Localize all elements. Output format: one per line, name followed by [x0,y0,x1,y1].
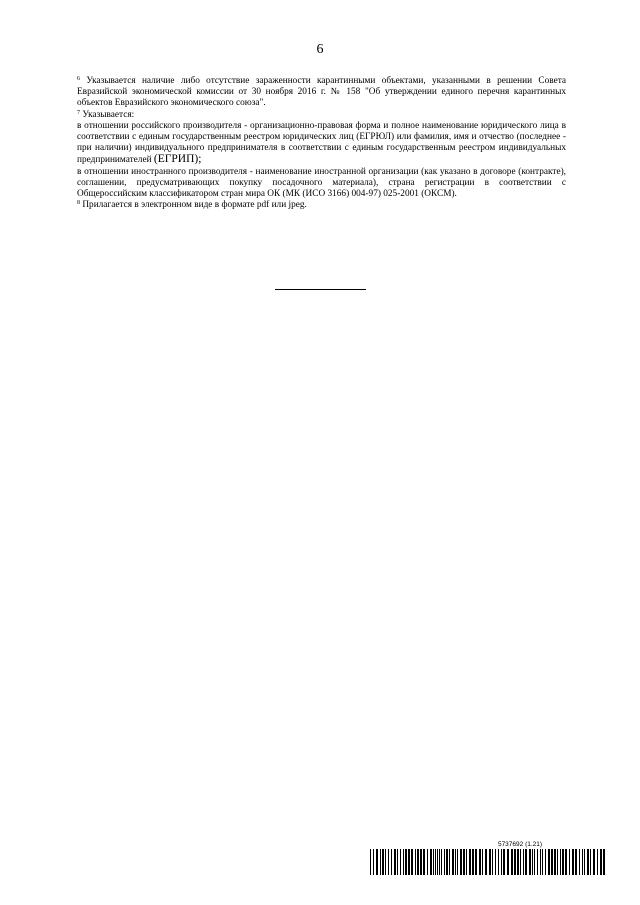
barcode-bar [415,849,416,875]
barcode-bar [562,849,564,875]
barcode-bar [582,849,583,875]
footnote-7-intro-text: Указывается: [82,109,135,120]
barcode-bar [498,849,499,875]
barcode-bar [537,849,538,875]
barcode-bar [463,849,465,875]
barcode-bar [397,849,398,875]
end-separator-line [275,289,366,290]
barcode-bar [466,849,467,875]
barcode-bar [444,849,445,875]
barcode-bar [542,849,543,875]
barcode-bar [525,849,527,875]
barcode-bar [441,849,442,875]
barcode-bar [457,849,458,875]
barcode-bar [385,849,386,875]
footnote-7-russian-abbr: (ЕГРИП); [153,153,202,166]
barcode-bar [394,849,396,875]
barcode-bar [485,849,487,875]
footnote-7-russian [77,121,566,167]
footnote-6-mark: 6 [77,76,80,82]
barcode-bar [370,849,371,875]
barcode-bar [534,849,535,875]
barcode-bar [460,849,462,875]
barcode-bar [408,849,410,875]
barcode-bar [469,849,471,875]
barcode-bar [503,849,505,875]
barcode-bar [600,849,602,875]
barcode-bar [452,849,454,875]
barcode-bar [593,849,595,875]
barcode-bar [557,849,558,875]
barcode-bar [388,849,389,875]
barcode-bar [455,849,456,875]
barcode-bar [560,849,561,875]
barcode-bar [449,849,450,875]
barcode-bar [507,849,509,875]
barcode-bar [572,849,574,875]
barcode-bar [403,849,404,875]
barcode-bar [579,849,580,875]
footnote-8-mark: 8 [77,200,80,207]
barcode-bar [482,849,483,875]
barcode-bar [472,849,474,875]
footnote-7-intro [77,110,566,121]
barcode-bar [554,849,556,875]
barcode-bar [517,849,519,875]
footnote-6 [77,76,566,110]
barcode-bar [479,849,481,875]
barcode-bar [420,849,422,875]
barcode-bar [551,849,553,875]
barcode-bar [411,849,413,875]
page-number: 6 [316,42,324,57]
barcode-bar [587,849,589,875]
footnote-7-foreign: в отношении иностранного производителя - наименование иностранной организации (как указано в договоре (контракте), соглашении, предусматривающих покупку посадочного материала), страна регистрации в соответствии с Общероссийским классификатором стран мира ОК (МК (ИСО 3166) 004-97) 025-2001 (ОКСМ). [77,166,566,200]
footnote-6-text: Указывается наличие либо отсутствие зараженности карантинными объектами, указанными в решении Совета Евразийской экономической комиссии от 30 ноября 2016 г. № 158 "Об утверждении единого перечня карантинных объектов Евразийского экономического союза". [77,76,567,109]
barcode-bar [427,849,428,875]
barcode-bar [380,849,381,875]
barcode-bar [590,849,591,875]
barcode-bar [501,849,502,875]
barcode-bar [584,849,585,875]
barcode-bar [532,849,533,875]
barcode-bar [540,849,541,875]
barcode-bar [376,849,378,875]
barcode-bar [391,849,392,875]
footnote-8 [77,200,566,211]
barcode-bar [565,849,567,875]
barcode-bar [523,849,524,875]
barcode-bar [529,849,531,875]
barcode-bar [514,849,516,875]
barcode-bar [545,849,546,875]
barcode-bar [417,849,419,875]
barcode-bar [548,849,550,875]
barcode-bar [400,849,401,875]
barcode-bar [511,849,513,875]
barcode-bar [446,849,448,875]
barcode-bar [603,849,605,875]
barcode-image [370,849,606,875]
document-code: 5737692 (1.21) [497,841,543,848]
barcode-bar [520,849,521,875]
barcode-bar [489,849,491,875]
barcode-bar [439,849,440,875]
barcode-bar [437,849,438,875]
barcode-bar [373,849,374,875]
barcode-bar [492,849,493,875]
barcode-bar [569,849,570,875]
barcode-bar [405,849,407,875]
barcode-bar [423,849,425,875]
footnote-8-text: Прилагается в электронном виде в формате pdf или jpeg. [82,200,307,211]
barcode-bar [575,849,577,875]
footnote-7-russian-text: в отношении российского производителя - организационно-правовая форма и полное наименование юридического лица в соответствии с единым государственным реестром юридических лиц (ЕГРЮЛ) или фамилия, имя и отчество (последнее - при наличии) индивидуального предпринимателя в соответствии с единым государственным реестром индивидуальных предпринимателей [77,120,566,166]
barcode-bar [430,849,432,875]
footnote-7-mark: 7 [77,109,80,116]
barcode-bar [495,849,496,875]
barcode-bar [435,849,436,875]
barcode-bar [475,849,477,875]
barcode-bar [382,849,384,875]
barcode-bar [433,849,434,875]
footnotes-block [77,76,566,211]
barcode-bar [597,849,598,875]
